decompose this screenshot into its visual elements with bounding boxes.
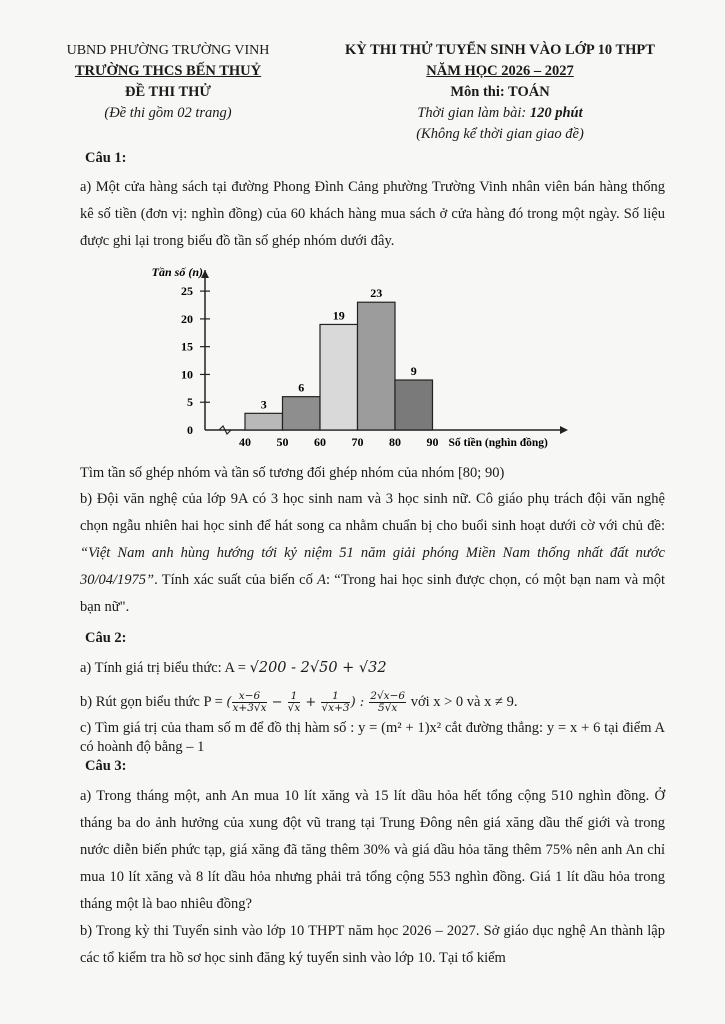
y-tick-label: 10 [181,367,193,382]
school-name: TRƯỜNG THCS BẾN THUỶ [74,63,262,79]
school-year: NĂM HỌC 2026 – 2027 [426,63,574,79]
time-note: (Không kể thời gian giao đề) [416,126,584,142]
header-left [38,40,298,124]
x-axis-arrow [560,426,568,434]
x-tick-label: 50 [276,435,289,449]
exam-title: KỲ THI THỬ TUYỂN SINH VÀO LỚP 10 THPT [345,42,655,58]
time-limit: Thời gian làm bài: 120 phút [417,105,583,121]
bar-value-label: 23 [370,286,383,301]
page-count-note: (Đề thi gồm 02 trang) [104,105,232,121]
y-axis-title: Tần số (n) [151,265,203,279]
question-3-title: Câu 3: [85,758,127,774]
question-3a: a) Trong tháng một, anh An mua 10 lít xăng và 15 lít dầu hỏa hết tổng cộng 510 nghìn đồng. Ở tháng ba do ảnh hưởng của xung đột vũ trang tại Trung Đông nên giá xăng dầu thế giới và trong nước diễn biến phức tạp, giá xăng đã tăng thêm 30% và giá dầu hỏa tăng thêm 75% nên anh An chỉ mua 10 lít xăng và 8 lít dầu hỏa nhưng phải trả tổng cộng 553 nghìn đồng. Giá 1 lít dầu hỏa trong tháng một là bao nhiêu đồng? [80,788,665,912]
histogram-bar [358,302,396,430]
y-tick-label: 5 [187,395,193,410]
y-tick-label: 0 [187,423,193,437]
subject: Môn thi: TOÁN [450,84,550,100]
question-1b-text: b) Đội văn nghệ của lớp 9A có 3 học sinh nam và 3 học sinh nữ. Cô giáo phụ trách đội văn nghệ chọn ngẫu nhiên hai học sinh để hát song ca nhằm chuẩn bị cho buổi sinh hoạt dưới cờ với chủ đề: “Việt Nam anh hùng hướng tới kỷ niệm 51 năm giải phóng Miền Nam thống nhất đất nước 30/04/1975”. Tính xác suất của biến cố A: “Trong hai học sinh được chọn, có một bạn nam và một bạn nữ". [80,491,666,615]
question-1-title: Câu 1: [85,150,127,166]
x-axis-title: Số tiền (nghìn đồng) [448,437,548,449]
question-1a-text: a) Một cửa hàng sách tại đường Phong Đình Cảng phường Trường Vinh nhân viên bán hàng thống kê số tiền (đơn vị: nghìn đồng) của 60 khách hàng mua sách ở cửa hàng đó trong một ngày. Số liệu được ghi lại trong biểu đồ tần số ghép nhóm dưới đây. [80,179,665,249]
question-1a-question: Tìm tần số ghép nhóm và tần số tương đối ghép nhóm của nhóm [80; 90) [80,465,505,481]
ward-name: UBND PHƯỜNG TRƯỜNG VINH [66,43,270,58]
x-tick-label: 60 [314,435,326,449]
question-2b: b) Rút gọn biểu thức P = ( $\frac{x-6}{x+3√x}$ − $\frac{1}{√x}$ + $\frac{1}{√x+3}$ ) : $\frac{2√x-6}{5√x}$ với x > 0 và x ≠ 9. [80,690,518,714]
question-2c: c) Tìm giá trị của tham số m để đồ thị hàm số : y = (m² + 1)x² cắt đường thẳng: y = x + 6 tại điểm A có hoành độ bằng – 1 [80,720,665,755]
question-2a: a) Tính giá trị biểu thức: A = √200 - 2√50 + √32 [80,660,387,676]
y-tick-label: 25 [181,284,193,299]
exam-type: ĐỀ THI THỬ [125,84,211,100]
y-tick-label: 20 [181,311,193,326]
bar-value-label: 19 [332,308,345,323]
y-tick-label: 15 [181,339,193,354]
header-right [300,40,700,145]
frequency-histogram [135,262,575,452]
question-3b: b) Trong kỳ thi Tuyển sinh vào lớp 10 THPT năm học 2026 – 2027. Sở giáo dục nghệ An thành lập các tổ kiểm tra hồ sơ học sinh đăng ký tuyển sinh vào lớp 10. Tại tổ kiểm [80,923,665,966]
histogram-bar [320,324,358,430]
histogram-bar [283,397,321,430]
x-tick-label: 90 [426,435,439,449]
question-2-title: Câu 2: [85,630,127,646]
x-tick-label: 40 [239,435,251,449]
bar-value-label: 6 [298,380,305,395]
expression-p: ( $\frac{x-6}{x+3√x}$ − $\frac{1}{√x}$ + $\frac{1}{√x+3}$ ) : $\frac{2√x-6}{5√x}$ [226,690,406,714]
bar-value-label: 9 [410,364,417,378]
x-tick-label: 70 [351,435,364,449]
bar-value-label: 3 [260,397,267,412]
histogram-bar [245,413,283,430]
histogram-bar [395,380,433,430]
x-tick-label: 80 [389,435,401,449]
